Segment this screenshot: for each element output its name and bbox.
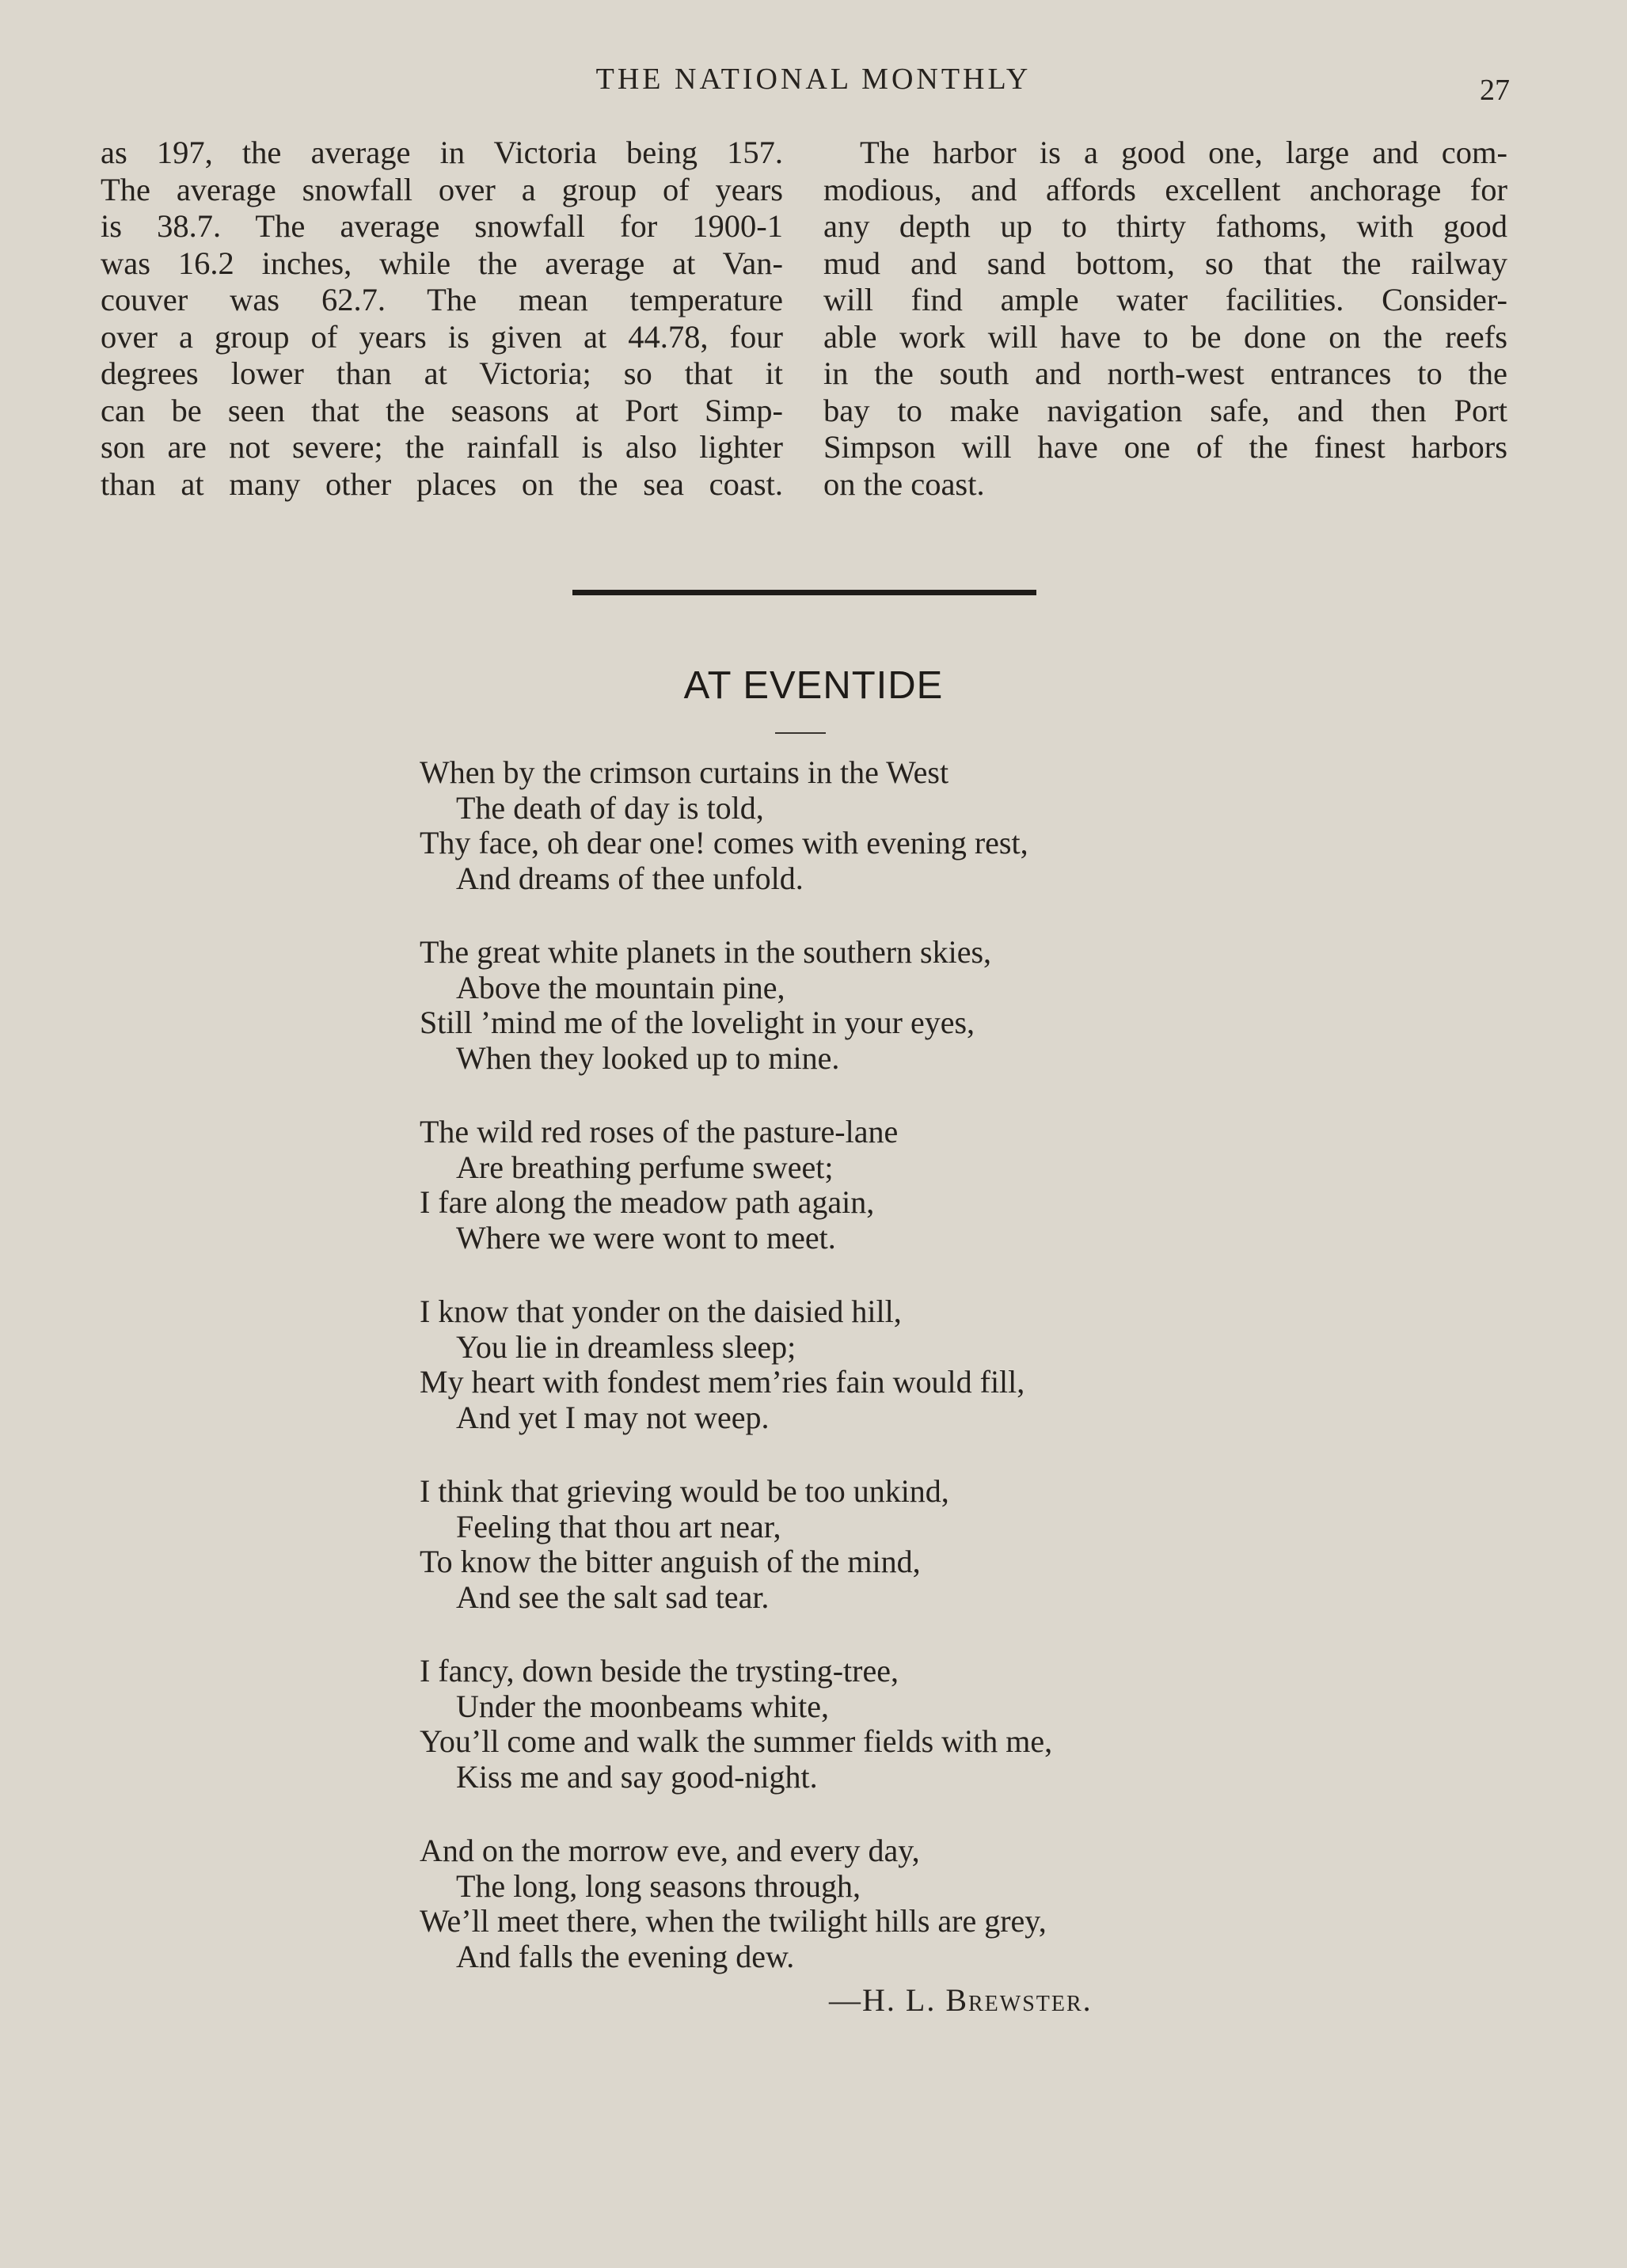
poem-line: And on the morrow eve, and every day,	[420, 1833, 920, 1868]
poem-line: I fare along the meadow path again,	[420, 1184, 875, 1220]
poem-stanza	[420, 755, 1291, 896]
poem-line: The great white planets in the southern skies,	[420, 934, 992, 970]
poem-line: The death of day is told,	[456, 789, 764, 826]
poem-line: And falls the evening dew.	[456, 1938, 795, 1974]
right-column-line: able work will have to be done on the reefs	[823, 318, 1507, 355]
poem-line: Kiss me and say good-night.	[456, 1758, 818, 1795]
poem-attribution	[829, 1981, 1093, 2019]
right-column-line: bay to make navigation safe, and then Port	[823, 392, 1507, 428]
poem-stanza	[420, 935, 1291, 1076]
author-name: Brewster.	[945, 1982, 1093, 2018]
left-text-column	[101, 135, 783, 503]
poem-line: Where we were wont to meet.	[456, 1219, 836, 1256]
section-divider-rule	[572, 590, 1036, 595]
poem-line: I know that yonder on the daisied hill,	[420, 1294, 902, 1329]
poem-stanza	[420, 1294, 1291, 1435]
poem-line: And dreams of thee unfold.	[456, 860, 804, 896]
poem-line: Are breathing perfume sweet;	[456, 1149, 834, 1185]
poem-line: We’ll meet there, when the twilight hills are grey,	[420, 1903, 1047, 1939]
right-column-line: Simpson will have one of the finest harbors	[823, 429, 1507, 465]
poem-line: Above the mountain pine,	[456, 969, 785, 1005]
page-number: 27	[1480, 74, 1510, 107]
poem-stanza	[420, 1833, 1291, 1974]
right-column-line: The harbor is a good one, large and com-	[860, 135, 1507, 170]
title-underline-rule	[775, 732, 826, 734]
left-column-line: was 16.2 inches, while the average at Van-	[101, 245, 783, 281]
left-column-line: as 197, the average in Victoria being 157.	[101, 135, 783, 170]
left-column-line: son are not severe; the rainfall is also lighter	[101, 429, 783, 465]
left-column-line: over a group of years is given at 44.78, four	[101, 318, 783, 355]
poem-line: Feeling that thou art near,	[456, 1508, 781, 1544]
poem-line: I think that grieving would be too unkind,	[420, 1473, 949, 1509]
poem-line: When they looked up to mine.	[456, 1039, 840, 1076]
poem-line: My heart with fondest mem’ries fain would fill,	[420, 1364, 1025, 1400]
poem-line: And yet I may not weep.	[456, 1399, 770, 1435]
poem-line: Still ’mind me of the lovelight in your eyes,	[420, 1005, 975, 1040]
poem-stanza	[420, 1115, 1291, 1256]
right-column-line: in the south and north-west entrances to the	[823, 355, 1507, 391]
attribution-prefix: —H. L.	[829, 1982, 946, 2018]
poem-stanza	[420, 1474, 1291, 1615]
right-column-line: any depth up to thirty fathoms, with good	[823, 208, 1507, 244]
right-column-line: modious, and affords excellent anchorage for	[823, 171, 1507, 207]
right-column-line: on the coast.	[823, 465, 985, 502]
poem-line: I fancy, down beside the trysting-tree,	[420, 1653, 899, 1689]
poem-line: You’ll come and walk the summer fields with me,	[420, 1723, 1053, 1759]
left-column-line: couver was 62.7. The mean temperature	[101, 282, 783, 317]
right-column-line: will find ample water facilities. Consider-	[823, 282, 1507, 317]
left-column-line: can be seen that the seasons at Port Simp-	[101, 392, 783, 428]
left-column-line: than at many other places on the sea coast.	[101, 465, 783, 502]
poem-line: The wild red roses of the pasture-lane	[420, 1114, 899, 1149]
right-column-line: mud and sand bottom, so that the railway	[823, 245, 1507, 281]
poem-body	[420, 755, 1291, 2013]
poem-title: AT EVENTIDE	[683, 664, 944, 707]
left-column-line: is 38.7. The average snowfall for 1900-1	[101, 208, 783, 244]
poem-line: And see the salt sad tear.	[456, 1578, 770, 1615]
poem-stanza	[420, 1654, 1291, 1795]
poem-line: Thy face, oh dear one! comes with evening rest,	[420, 825, 1028, 860]
poem-line: You lie in dreamless sleep;	[456, 1328, 796, 1365]
running-header: THE NATIONAL MONTHLY	[595, 63, 1032, 96]
poem-line: Under the moonbeams white,	[456, 1688, 829, 1724]
left-column-line: degrees lower than at Victoria; so that it	[101, 355, 783, 391]
right-text-column	[823, 135, 1507, 503]
poem-line: To know the bitter anguish of the mind,	[420, 1544, 921, 1579]
poem-line: When by the crimson curtains in the West	[420, 754, 949, 790]
poem-line: The long, long seasons through,	[456, 1867, 861, 1904]
left-column-line: The average snowfall over a group of years	[101, 171, 783, 207]
